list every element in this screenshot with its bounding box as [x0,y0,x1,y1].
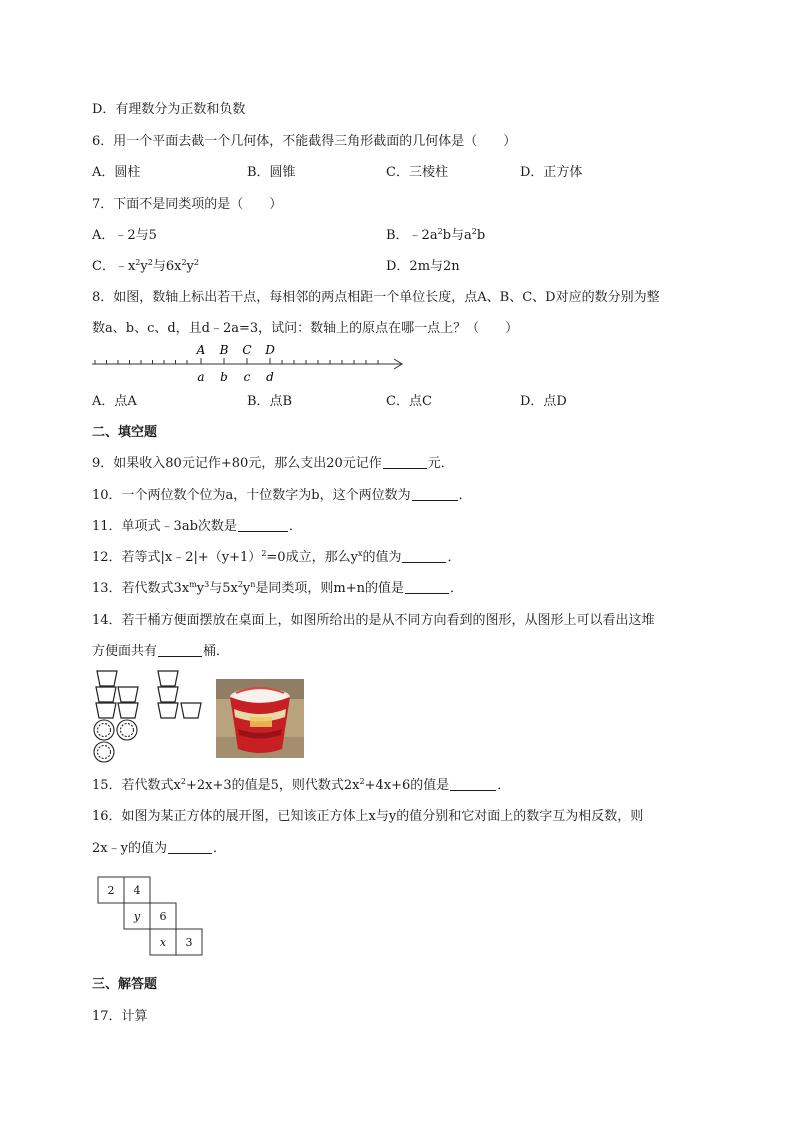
q7-stem: 7．下面不是同类项的是（ ） [92,197,283,212]
q5-option-d: D．有理数分为正数和负数 [92,102,246,117]
point-value-d: d [266,370,274,384]
q11: 11．单项式﹣3ab次数是 ． [92,519,302,534]
section-answer-heading: 三、解答题 [92,977,158,992]
q7-option-d: D．2m与2n [386,259,460,274]
net-cell-label: x [159,936,167,949]
net-cell-label: 2 [107,884,115,897]
point-label-A: A [196,343,206,357]
q15: 15．若代数式$x^2+2x+3$的值是5，则代数式$2x^2+4x+6$的值是 ． [92,777,511,793]
net-cell-label: 4 [133,884,141,897]
q14-stem-line1: 14．若干桶方便面摆放在桌面上，如图所给出的是从不同方向看到的图形，从图形上可以看出这堆 [92,613,655,628]
q8-option-b: B．点B [247,394,293,409]
q8-option-a: A．点A [92,394,137,409]
q6-option-a: A．圆柱 [92,165,141,180]
q6-option-d: D．正方体 [520,165,583,180]
q8-option-d: D．点D [520,394,567,409]
q14-side-view [155,669,207,719]
net-cell-label: 6 [159,910,167,923]
q8-stem-line1: 8．如图，数轴上标出若干点，每相邻的两点相距一个单位长度，点A、B、C、D对应的数分别为整 [92,290,660,305]
q7-option-c: C．$﹣x^2y^2$与$6x^2y^2$ [92,258,199,274]
q6-stem: 6．用一个平面去截一个几何体，不能截得三角形截面的几何体是（ ） [92,134,517,149]
q12-answer-blank[interactable] [402,548,446,563]
q8-stem-line2: 数a、b、c、d，且d﹣2a=3，试问：数轴上的原点在哪一点上？（ ） [92,321,519,336]
q8-option-c: C．点C [386,394,432,409]
point-value-c: c [243,370,251,384]
point-label-C: C [242,343,252,357]
q6-option-b: B．圆锥 [247,165,296,180]
q14-answer-blank[interactable] [158,642,202,657]
q13-answer-blank[interactable] [405,579,449,594]
q16-cube-net [97,876,209,960]
q17-stem: 17．计算 [92,1009,148,1024]
q10-answer-blank[interactable] [412,486,458,501]
q13: 13．若代数式$3x^my^3$与$5x^2y^n$是同类项，则m+n的值是 ． [92,580,464,596]
q15-answer-blank[interactable] [450,776,496,791]
q10: 10．一个两位数个位为a，十位数字为b，这个两位数为 ． [92,488,472,503]
q6-option-c: C．三棱柱 [386,165,448,180]
net-cell-label: 3 [185,936,193,949]
point-value-a: a [197,370,205,384]
noodle-cup-photo [216,679,304,758]
number-line-ticks [95,358,378,364]
q7-option-b: B．$﹣2a^2b$与$a^2b$ [386,227,486,243]
q14-top-view [93,718,143,764]
section-fill-in-heading: 二、填空题 [92,425,158,440]
point-label-B: B [219,343,229,357]
q16-stem-line1: 16．如图为某正方体的展开图，已知该正方体上x与y的值分别和它对面上的数字互为相反数，则 [92,809,644,824]
q7-option-a: A．﹣2与5 [92,228,157,243]
q12: 12．若等式$|x﹣2|+(y+1)^2=0$成立，那么$y^x$的值为 ． [92,549,461,565]
q14-front-view [94,669,144,719]
q11-answer-blank[interactable] [238,517,288,532]
q16-stem-line2: 2x﹣y的值为 ． [92,841,226,856]
q9-answer-blank[interactable] [383,454,427,469]
q9: 9．如果收入80元记作+80元，那么支出20元记作 元． [92,456,454,471]
q14-stem-line2: 方便面共有 桶． [92,644,230,659]
point-value-b: b [220,370,228,384]
q8-number-line [92,340,412,388]
net-cell-label: y [133,910,141,923]
point-label-D: D [265,343,275,357]
q16-answer-blank[interactable] [168,839,212,854]
